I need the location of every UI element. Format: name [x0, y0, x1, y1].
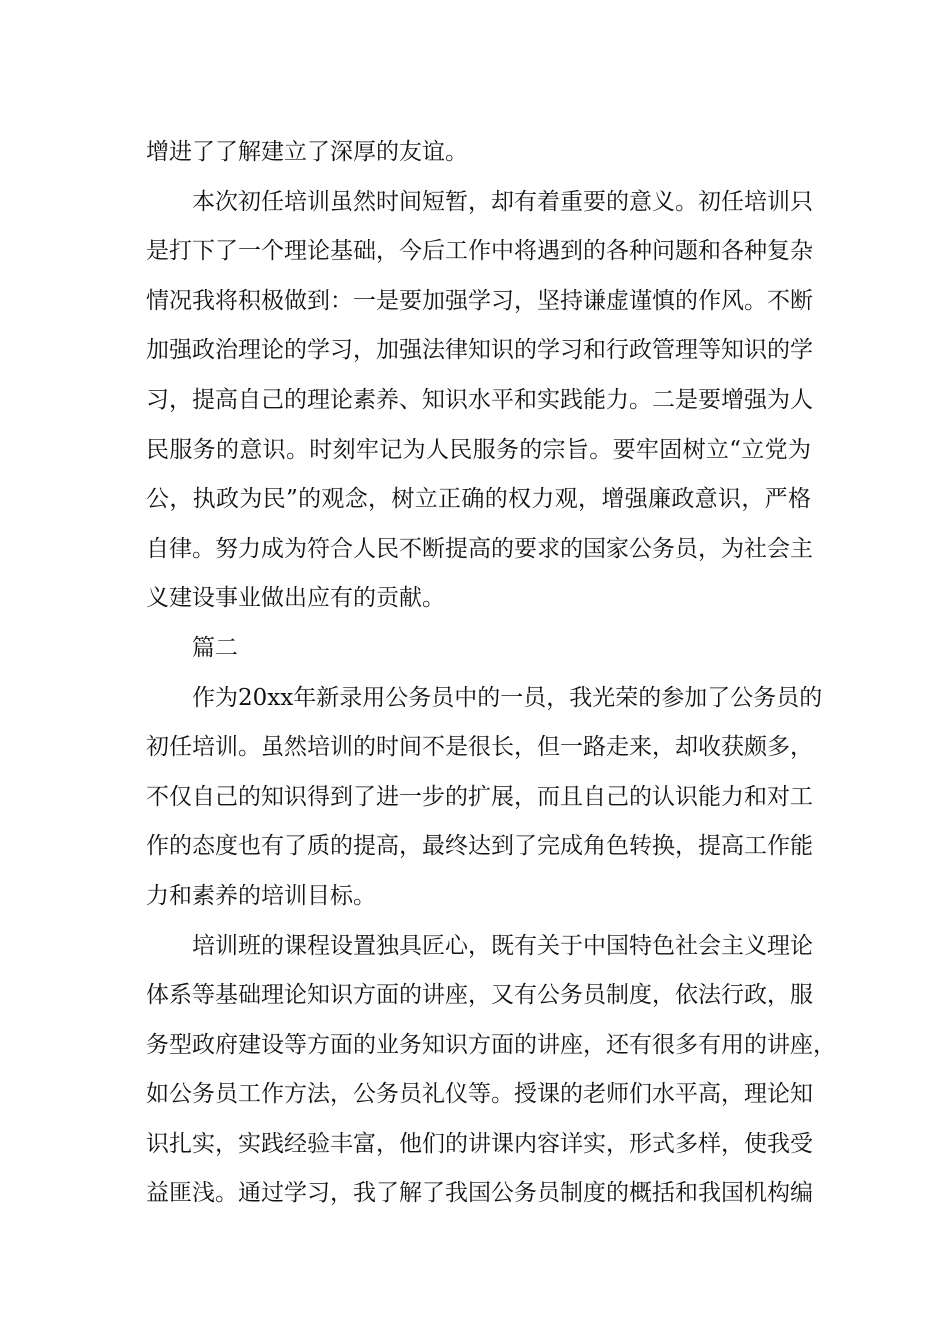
text-line: 是打下了一个理论基础，今后工作中将遇到的各种问题和各种复杂 — [146, 238, 813, 265]
text-line: 不仅自己的知识得到了进一步的扩展，而且自己的认识能力和对工 — [146, 783, 813, 810]
text-line: 识扎实，实践经验丰富，他们的讲课内容详实，形式多样，使我受 — [146, 1130, 813, 1157]
text-line: 增进了了解建立了深厚的友谊。 — [146, 139, 468, 165]
text-line: 初任培训。虽然培训的时间不是很长，但一路走来，却收获颇多， — [146, 734, 813, 761]
text-line: 益匪浅。通过学习，我了解了我国公务员制度的概括和我国机构编 — [146, 1180, 813, 1207]
document-body — [146, 128, 836, 1219]
text-line: 务型政府建设等方面的业务知识方面的讲座，还有很多有用的讲座， — [146, 1031, 836, 1058]
text-line: 篇二 — [192, 634, 238, 661]
text-line: 作的态度也有了质的提高，最终达到了完成角色转换，提高工作能 — [146, 833, 813, 860]
text-line: 力和素养的培训目标。 — [146, 882, 376, 909]
text-line: 加强政治理论的学习，加强法律知识的学习和行政管理等知识的学 — [146, 337, 813, 364]
text-line: 习，提高自己的理论素养、知识水平和实践能力。二是要增强为人 — [146, 386, 813, 413]
text-line: 本次初任培训虽然时间短暂，却有着重要的意义。初任培训只 — [192, 188, 813, 215]
text-line: 作为20xx年新录用公务员中的一员，我光荣的参加了公务员的 — [192, 684, 823, 711]
text-line: 培训班的课程设置独具匠心，既有关于中国特色社会主义理论 — [192, 932, 813, 959]
text-line: 体系等基础理论知识方面的讲座，又有公务员制度，依法行政，服 — [146, 982, 813, 1009]
text-line: 自律。努力成为符合人民不断提高的要求的国家公务员，为社会主 — [146, 535, 813, 562]
text-line: 民服务的意识。时刻牢记为人民服务的宗旨。要牢固树立“立党为 — [146, 436, 811, 463]
text-line: 公，执政为民”的观念，树立正确的权力观，增强廉政意识，严格 — [146, 486, 811, 513]
text-line: 情况我将积极做到：一是要加强学习，坚持谦虚谨慎的作风。不断 — [146, 287, 813, 314]
text-line: 如公务员工作方法，公务员礼仪等。授课的老师们水平高，理论知 — [146, 1081, 813, 1108]
text-line: 义建设事业做出应有的贡献。 — [146, 585, 445, 612]
